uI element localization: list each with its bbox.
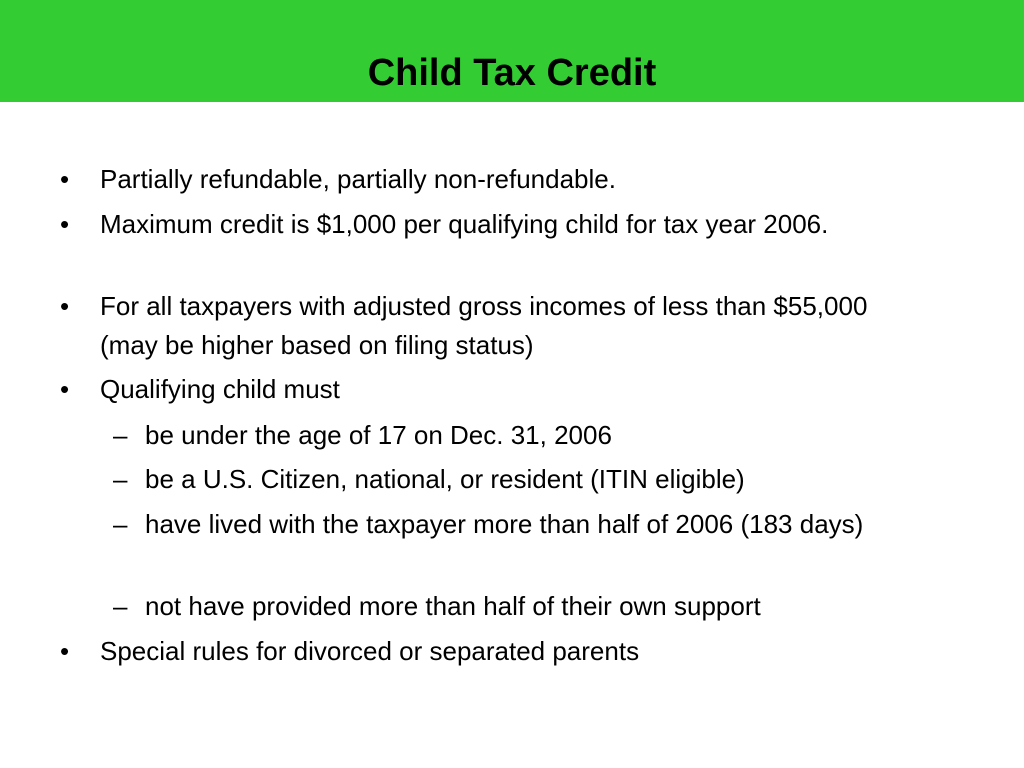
slide-title: Child Tax Credit	[367, 52, 657, 94]
sub-bullet-item: be a U.S. Citizen, national, or resident (ITIN eligible)	[145, 464, 745, 494]
bullet-item: For all taxpayers with adjusted gross incomes of less than $55,000 (may be higher based on filing status)	[100, 291, 868, 360]
sub-bullet-item: have lived with the taxpayer more than half of 2006 (183 days)	[145, 509, 864, 539]
sub-bullet-marker: –	[113, 464, 128, 494]
sub-bullet-item: be under the age of 17 on Dec. 31, 2006	[145, 420, 612, 450]
bullet-item: Special rules for divorced or separated parents	[100, 636, 640, 666]
sub-bullet-marker: –	[113, 420, 128, 450]
bullet-marker: •	[60, 636, 70, 666]
sub-bullet-marker: –	[113, 591, 128, 621]
bullet-marker: •	[60, 374, 70, 404]
bullet-item: Qualifying child must	[100, 374, 340, 404]
bullet-marker: •	[60, 164, 70, 194]
bullet-item: Partially refundable, partially non-refundable.	[100, 164, 616, 194]
sub-bullet-item: not have provided more than half of their own support	[145, 591, 761, 621]
bullet-item: Maximum credit is $1,000 per qualifying child for tax year 2006.	[100, 209, 829, 239]
sub-bullet-marker: –	[113, 509, 128, 539]
bullet-marker: •	[60, 209, 70, 239]
bullet-marker: •	[60, 291, 70, 321]
